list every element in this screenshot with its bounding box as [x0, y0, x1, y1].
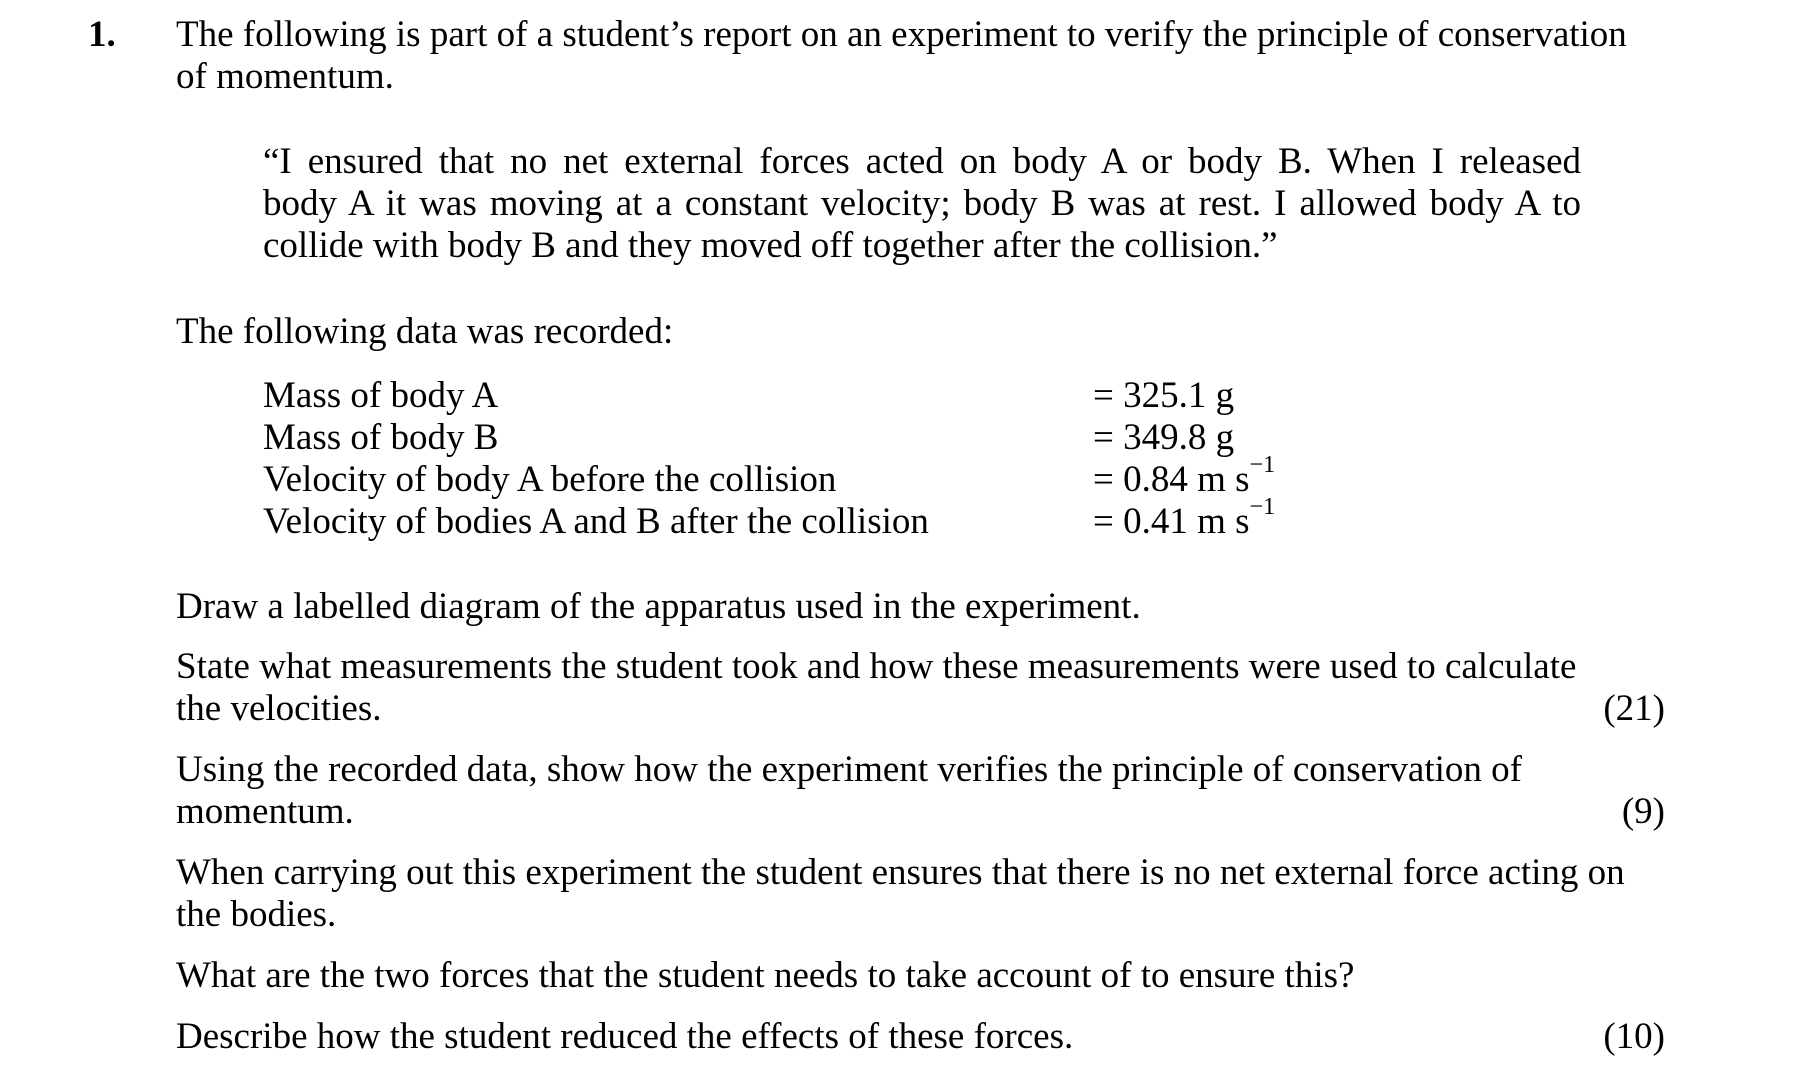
data-value-text: = 0.41 m s [1093, 501, 1250, 542]
data-label: Velocity of bodies A and B after the collision [263, 501, 929, 542]
intro-line: of momentum. [176, 56, 394, 97]
data-row-velocity-before [263, 451, 1463, 501]
data-value [1093, 451, 1276, 501]
data-value-text: = 325.1 g [1093, 375, 1235, 416]
part-reduce-effects [176, 1016, 1665, 1058]
question-number: 1. [88, 14, 116, 55]
data-label: Mass of body B [263, 417, 499, 458]
data-row-mass-a [263, 375, 1463, 417]
part-line: When carrying out this experiment the student ensures that there is no net external force acting on [176, 852, 1625, 893]
recorded-data-table [263, 375, 1463, 543]
part-two-forces [176, 955, 1665, 997]
marks-label: (9) [1621, 791, 1665, 832]
part-line: the bodies. [176, 894, 337, 935]
quote-line: “I ensured that no net external forces acted on body A or body B. When I released [263, 141, 1581, 182]
quote-line: collide with body B and they moved off together after the collision.” [263, 225, 1278, 266]
data-value-text: = 0.84 m s [1093, 459, 1250, 500]
unit-exponent: −1 [1249, 451, 1276, 478]
data-value [1093, 493, 1276, 543]
part-line [176, 1016, 1665, 1058]
marks-label: (10) [1603, 1016, 1665, 1057]
part-line-text: Describe how the student reduced the effects of these forces. [176, 1016, 1074, 1057]
marks-label: (21) [1603, 688, 1665, 729]
part-no-net-force [176, 852, 1665, 936]
part-line [176, 791, 1665, 833]
part-measurements [176, 646, 1665, 730]
part-line: Draw a labelled diagram of the apparatus used in the experiment. [176, 586, 1141, 627]
question-intro [176, 14, 1656, 98]
part-line [176, 688, 1665, 730]
part-line-text: the velocities. [176, 688, 382, 729]
data-value [1093, 375, 1234, 417]
data-row-velocity-after [263, 493, 1463, 543]
data-label: Velocity of body A before the collision [263, 459, 837, 500]
recorded-data-heading: The following data was recorded: [176, 311, 674, 352]
quote-line: body A it was moving at a constant velocity; body B was at rest. I allowed body A to [263, 183, 1581, 224]
data-value [1093, 417, 1234, 459]
intro-line: The following is part of a student’s report on an experiment to verify the principle of conservation [176, 14, 1627, 55]
part-line: What are the two forces that the student needs to take account of to ensure this? [176, 955, 1355, 996]
part-line: State what measurements the student took and how these measurements were used to calculate [176, 646, 1577, 687]
data-label: Mass of body A [263, 375, 499, 416]
part-draw-diagram [176, 586, 1665, 628]
student-report-quote [263, 141, 1581, 267]
part-line: Using the recorded data, show how the experiment verifies the principle of conservation of [176, 749, 1522, 790]
unit-exponent: −1 [1249, 493, 1276, 520]
part-line-text: momentum. [176, 791, 354, 832]
part-verify-momentum [176, 749, 1665, 833]
data-value-text: = 349.8 g [1093, 417, 1235, 458]
data-row-mass-b [263, 417, 1463, 459]
